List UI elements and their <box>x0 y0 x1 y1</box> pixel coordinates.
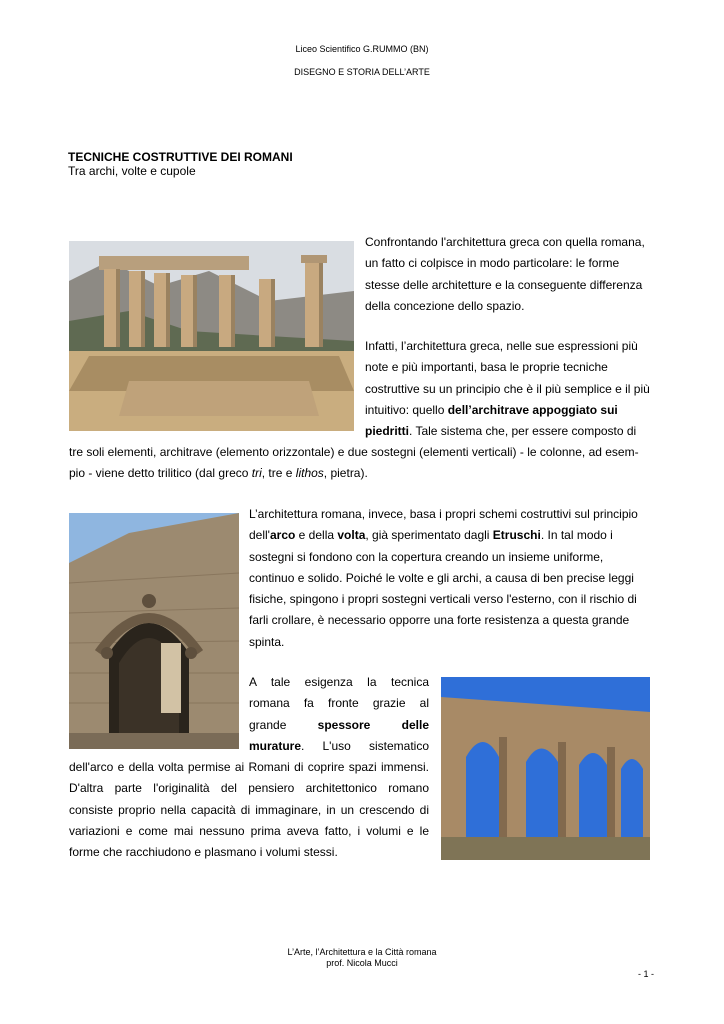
etruscan-gate-photo <box>69 513 239 749</box>
page-number: - 1 - <box>637 969 654 979</box>
paragraph-1: Confrontando l'architettura greca con quella romana, un fatto ci colpisce in modo particolare: le forme stesse delle architetture e la conseguente differenza della concezione dello spazio. <box>365 235 645 313</box>
paragraph-2-bottom: tre soli elementi, architrave (elemento orizzontale) e due sostegni (elementi verticali) - le colonne, ad esem- pio - viene detto trilitico (dal greco tri, tre e lithos, pietra). <box>69 445 639 481</box>
title-main: TECNICHE COSTRUTTIVE DEI ROMANI <box>68 150 293 164</box>
title-sub: Tra archi, volte e cupole <box>68 164 196 178</box>
header-subject: DISEGNO E STORIA DELL’ARTE <box>294 67 430 77</box>
header-school: Liceo Scientifico G.RUMMO (BN) <box>295 44 429 54</box>
paragraph-2-line5: piedritti. Tale sistema che, per essere composto di <box>365 424 637 438</box>
paragraph-3: L’architettura romana, invece, basa i propri schemi costruttivi sul principio dell'arco e della volta, già sperimentato dagli Etruschi. In tal modo i sostegni si fondono con la copertura creando un insieme uniforme, continuo e solido. Poiché le volte e gli archi, a causa di ben precise leggi fisiche, spingono i propri sostegni verticali verso l'esterno, con il rischio di farli crollare, è necessario opporre una forte resistenza a questa grande spinta. <box>249 507 638 649</box>
paragraph-2-top: Infatti, l’architettura greca, nelle sue espressioni più note e più importanti, basa le proprie tecniche costruttive su un principio che è il più semplice e il più intuitivo: quello dell’architrave appoggiato sui <box>365 339 650 417</box>
aqueduct-photo <box>441 677 650 860</box>
footer: L’Arte, l’Architettura e la Città romana prof. Nicola Mucci <box>287 947 437 968</box>
greek-temple-photo <box>69 241 354 431</box>
paragraph-4-top: A tale esigenza la tecnica romana fa fronte grazie al grande spessore delle murature. L'uso sistematico <box>249 675 429 753</box>
paragraph-4-bottom: dell'arco e della volta permise ai Romani di coprire spazi immensi. D'altra parte l'originalità del pensiero architettonico romano consiste proprio nella capacità di immaginare, in un crescendo di variazioni e come mai nessuno prima aveva fatto, i volumi e le forme che racchiudono e plasmano i volumi stessi. <box>69 760 429 860</box>
page-title <box>68 150 293 178</box>
